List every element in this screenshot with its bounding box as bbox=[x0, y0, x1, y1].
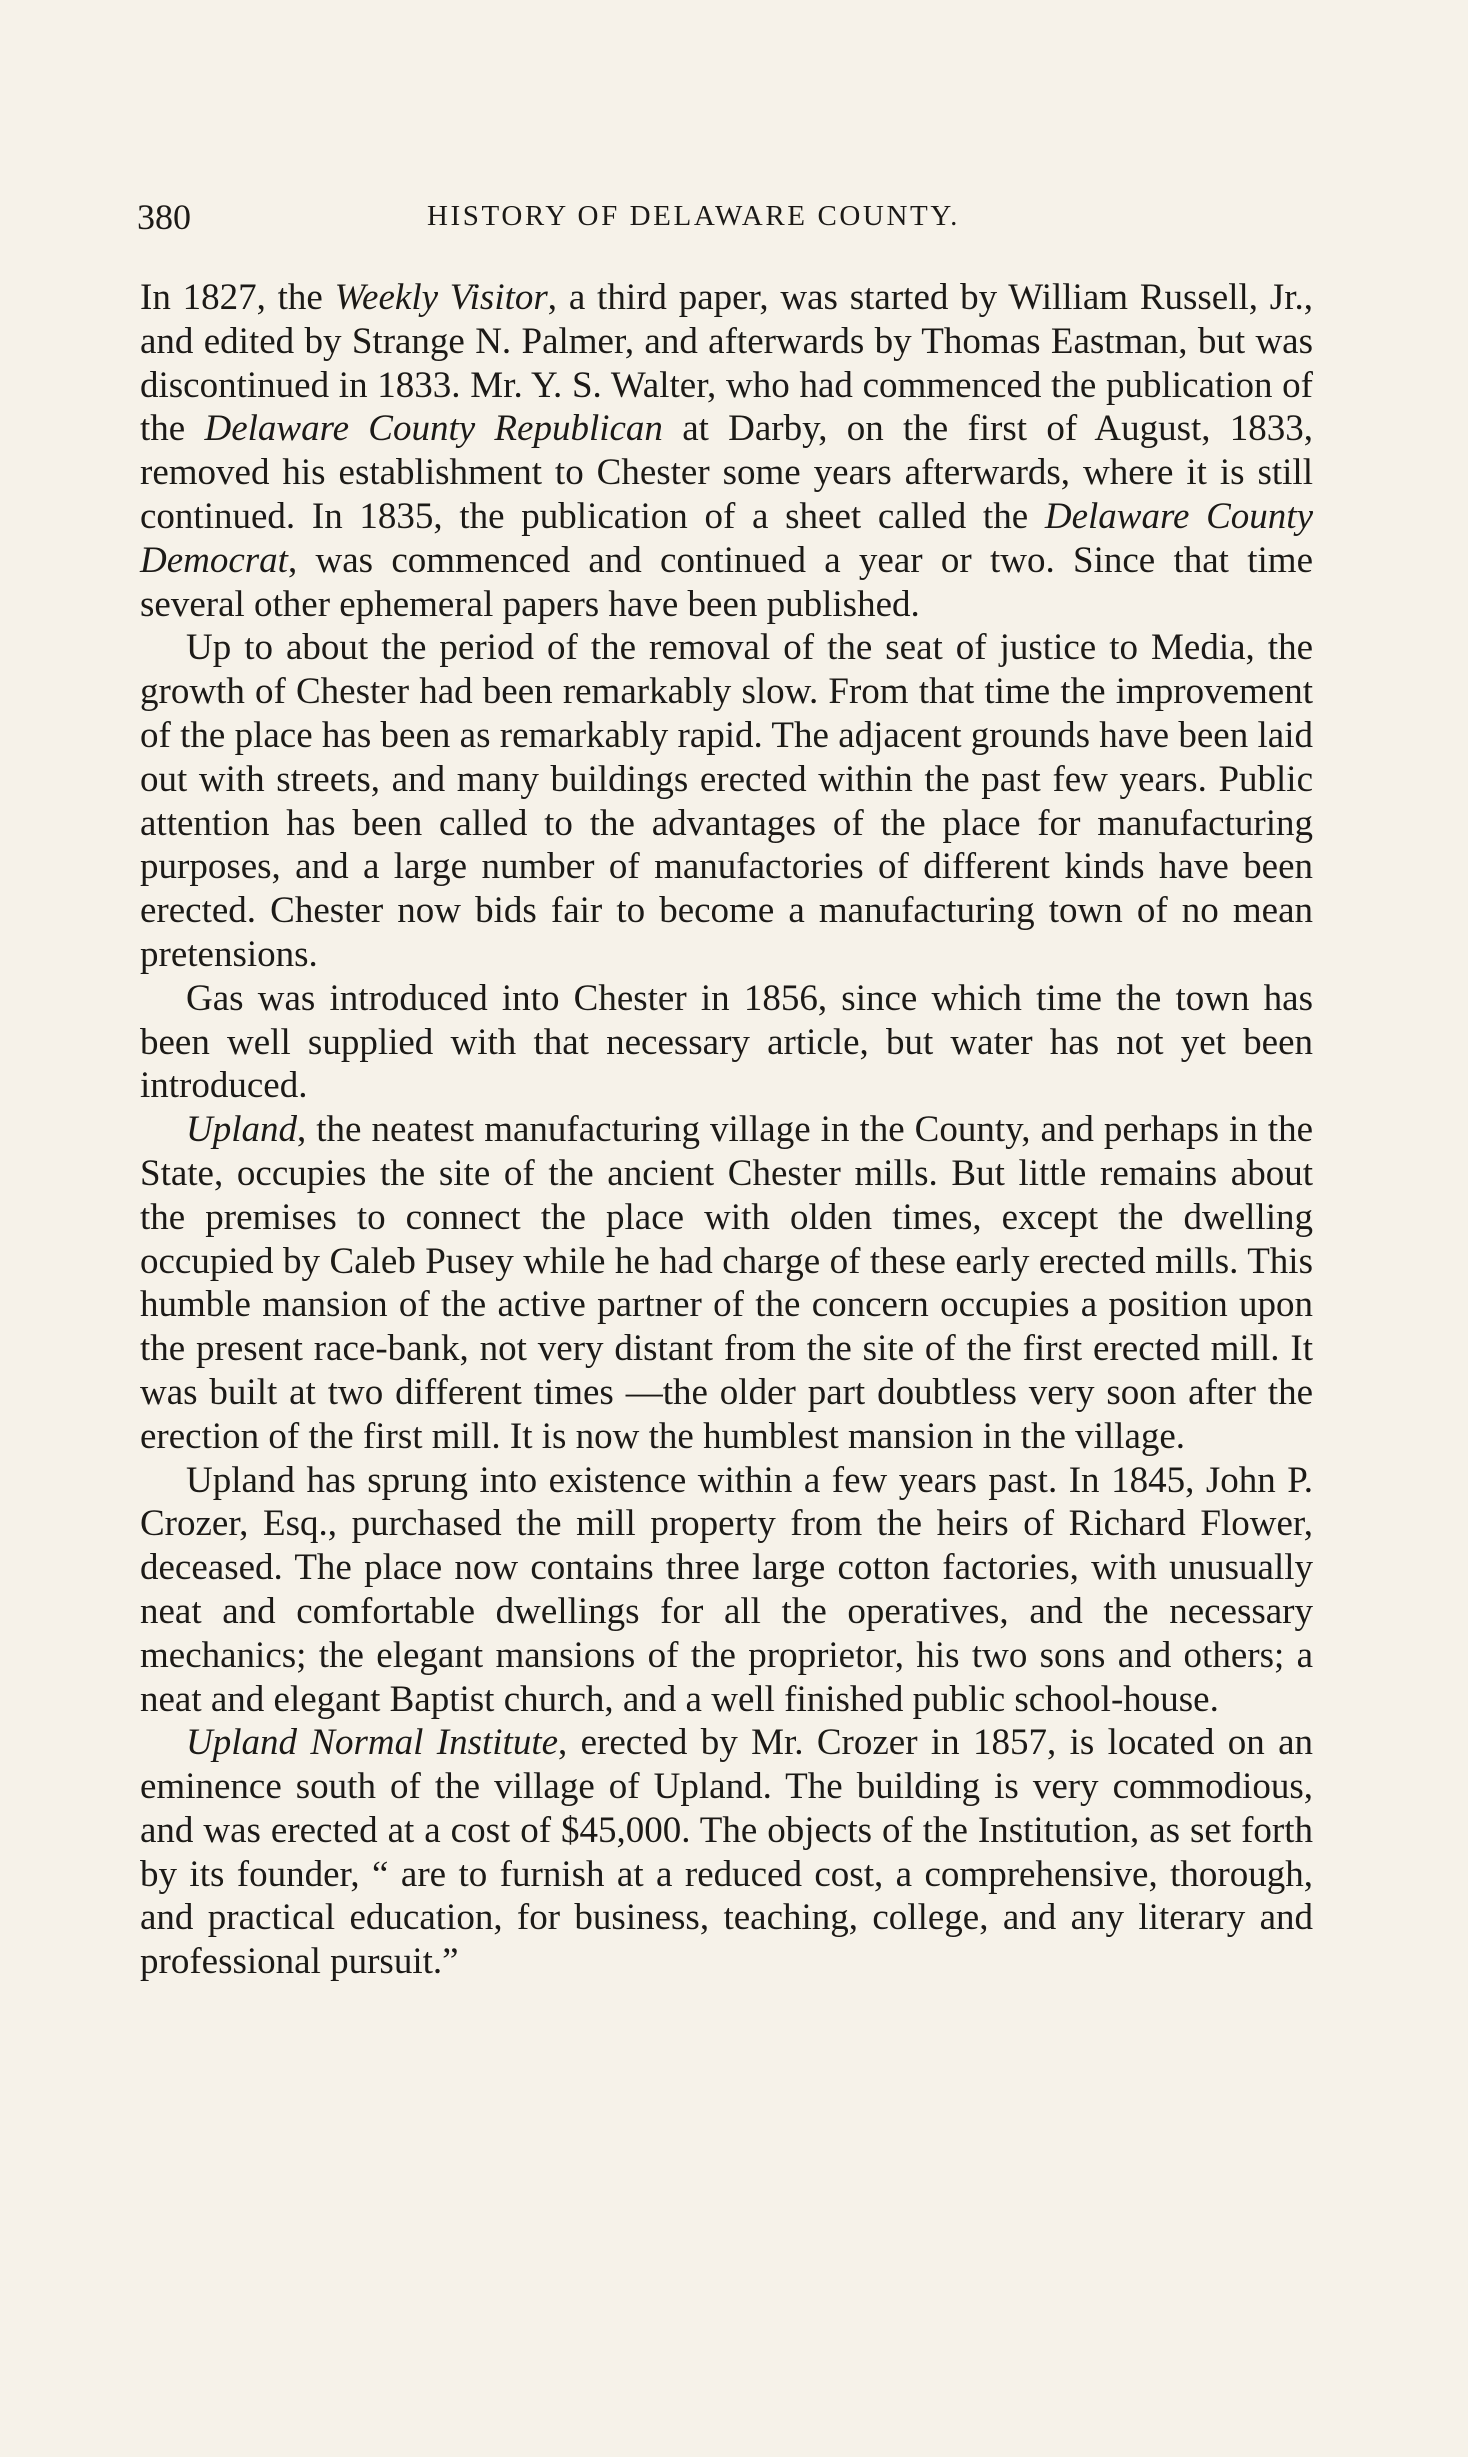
text-run: , was commenced and continued a year or two. Since that time several other ephemeral papers have been published. bbox=[140, 539, 1313, 625]
text-run: Upland has sprung into existence within a few years past. In 1845, John P. Crozer, Esq., purchased the mill property from the heirs of Richard Flower, deceased. The place now contains three large cotton factories, with unusually neat and comfortable dwellings for all the operatives, and the necessary mechanics; the elegant mansions of the proprietor, his two sons and others; a neat and elegant Baptist church, and a well finished public school-house. bbox=[140, 1459, 1313, 1720]
text-run: , erected by Mr. Crozer in 1857, is located on an eminence south of the village of Upland. The building is very commodious, and was erected at a cost of $45,000. The objects of the Institution, as set forth by its founder, “ are to furnish at a reduced cost, a comprehensive, thorough, and practical education, for business, teaching, college, and any literary and professional pursuit.” bbox=[140, 1722, 1314, 1983]
running-head bbox=[137, 196, 1305, 242]
paragraph-upland-village bbox=[140, 1108, 1313, 1458]
text-run: , the neatest manufacturing village in the County, and perhaps in the State, occupies the site of the ancient Chester mills. But little remains about the premises to connect the place with olden times, except the dwelling occupied by Caleb Pusey while he had charge of these early erected mills. This humble mansion of the active partner of the concern occupies a position upon the present race-bank, not very distant from the site of the first erected mill. It was built at two different times —the older part doubtless very soon after the erection of the first mill. It is now the humblest mansion in the village. bbox=[140, 1109, 1313, 1457]
body-text bbox=[140, 276, 1313, 1984]
text-run: In 1827, the bbox=[140, 277, 335, 318]
italic-title: Upland Normal Institute bbox=[186, 1722, 559, 1764]
running-title: HISTORY OF DELAWARE COUNTY. bbox=[427, 200, 960, 232]
text-run: , a third paper, was started by William Russell, Jr., and edited by Strange N. Palmer, and afterwards by Thomas Eastman, but was discontinued in 1833. Mr. Y. S. Walter, who had commenced the publication of the bbox=[140, 277, 1313, 450]
text-run: at Darby, on the first of August, 1833, removed his establishment to Chester some years afterwards, where it is still continued. In 1835, the publication of a sheet called the bbox=[140, 408, 1314, 537]
italic-title: Upland bbox=[186, 1109, 297, 1151]
paragraph-upland-growth bbox=[140, 1459, 1313, 1722]
paragraph-newspapers bbox=[140, 276, 1313, 626]
page-number: 380 bbox=[137, 197, 191, 237]
text-run: Gas was introduced into Chester in 1856, since which time the town has been well supplied with that necessary article, but water has not yet been introduced. bbox=[140, 977, 1313, 1107]
italic-title: Weekly Visitor bbox=[334, 277, 548, 318]
text-run: Up to about the period of the removal of the seat of justice to Media, the growth of Chester had been remarkably slow. From that time the improvement of the place has been as remarkably rapid. The adjacent grounds have been laid out with streets, and many buildings erected within the past few years. Public attention has been called to the advantages of the place for manufacturing purposes, and a large number of manufactories of different kinds have been erected. Chester now bids fair to become a manufacturing town of no mean pretensions. bbox=[140, 627, 1313, 975]
paragraph-gas bbox=[140, 977, 1313, 1108]
italic-title: Delaware County Republican bbox=[204, 408, 663, 450]
italic-title: Delaware County Democrat bbox=[140, 495, 1314, 581]
paragraph-upland-normal-institute bbox=[140, 1721, 1313, 1984]
paragraph-chester-growth bbox=[140, 626, 1313, 976]
